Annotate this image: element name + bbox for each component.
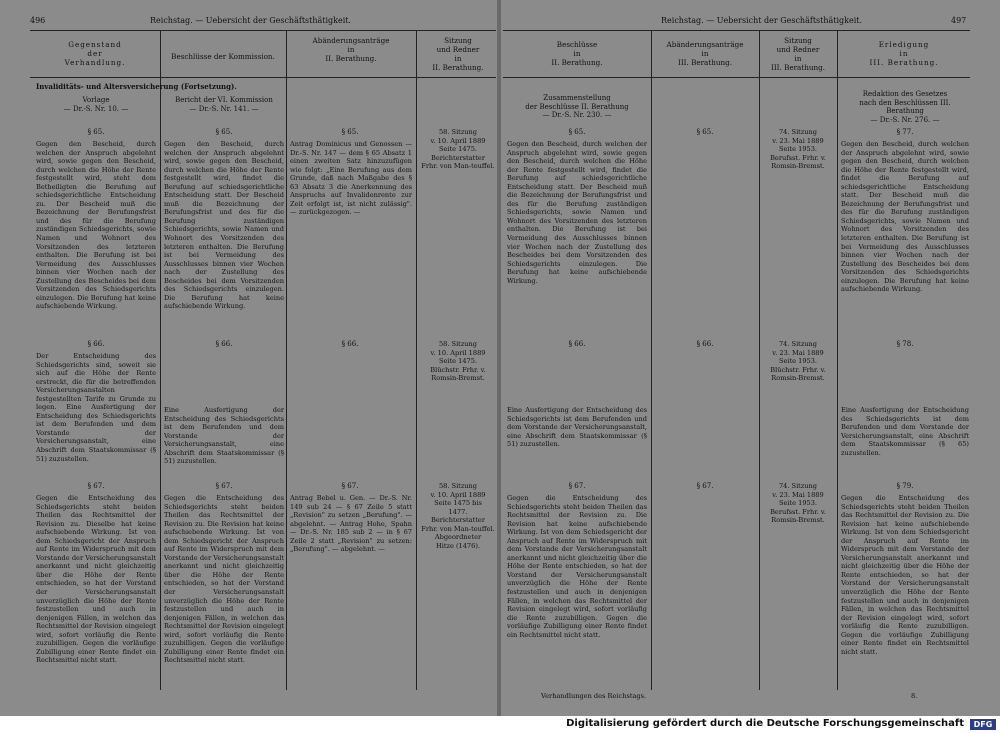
sitzung-67: 58. Sitzung v. 10. April 1889 Seite 1475 bis 1477. Berichterstatter Frhr. von Man-teuffel. Abgeordneter Hitze (1476). — [421, 482, 495, 550]
footer-credit: Digitalisierung gefördert durch die Deutsche Forschungsgemeinschaft — [566, 718, 964, 729]
right-page-number: 497 — [951, 16, 967, 25]
topic-title: Invaliditäts- und Altersversicherung (Fortsetzung). — [36, 83, 237, 91]
dfg-logo-icon: DFG — [970, 719, 996, 730]
red-text-78: Eine Ausfertigung der Entscheidung des Schiedsgerichts ist dem Berufenden und dem Vorstande der Versicherungsanstalt, eine Abschrift dem Staatskommissar (§ 65) zuzustellen. — [841, 406, 969, 457]
col-head-antraege-ii: Abänderungsanträge in II. Berathung. — [312, 36, 390, 63]
right-running-head: Reichstag. — Uebersicht der Geschäftsthätigkeit. — [661, 16, 863, 25]
zus-section-66: § 66. — [568, 340, 586, 348]
bericht-section-66: § 66. — [215, 340, 233, 348]
antrag-iii-section-67: § 67. — [696, 482, 714, 490]
vorlage-section-67: § 67. — [87, 482, 105, 490]
bericht-text-65: Gegen den Bescheid, durch welchen der Anspruch abgelehnt wird, sowie gegen den Bescheid, durch welchen die Höhe der Rente festgestellt wird, findet die Berufung auf schiedsgerichtliche Entscheidung statt. Der Bescheid muß die Bezeichnung der Berufungsfrist und des für die Berufung zuständigen Schiedsgerichts, sowie Namen und Wohnort des Vorsitzenden des letzteren enthalten. Die Berufung ist bei Vermeidung des Ausschlusses binnen vier Wochen nach der Zustellung des Bescheides bei dem Vorsitzenden des Schiedsgerichts einzulegen. Die Berufung hat keine aufschiebende Wirkung. — [164, 140, 284, 311]
zus-text-67: Gegen die Entscheidung des Schiedsgerichts steht beiden Theilen das Rechtsmittel der Revision zu. Die Revision hat keine aufschiebende Wirkung. Ist von dem Schiedsgericht der Anspruch auf Rente im Widerspruch mit dem Vorstande der Versicherungsanstalt anerkannt und nicht gleichzeitig über die Höhe der Rente entschieden, so hat der Vorstand der Versicherungsanstalt unverzüglich die Höhe der Rente festzustellen und auch in denjenigen Fällen, in welchen das Rechtsmittel der Revision eingelegt wird, sofort vorläufig die Rente zuzubilligen. Gegen die vorläufige Zubilligung einer Rente findet ein Rechtsmittel nicht statt. — [507, 494, 647, 639]
antrag-iii-section-66: § 66. — [696, 340, 714, 348]
col-head-sitzung-ii: Sitzung und Redner in II. Berathung. — [432, 36, 484, 72]
sitzung-iii-67: 74. Sitzung v. 23. Mai 1889 Seite 1953. Berufsst. Frhr. v. Romsin-Bremst. — [770, 482, 826, 525]
sitzung-66: 58. Sitzung v. 10. April 1889 Seite 1475. Blüchstr. Frhr. v. Romsin-Bremst. — [430, 340, 486, 383]
antrag-section-65: § 65. — [341, 128, 359, 136]
left-running-head: Reichstag. — Uebersicht der Geschäftsthätigkeit. — [150, 16, 352, 25]
antrag-section-66: § 66. — [341, 340, 359, 348]
vorlage-text-66: Der Entscheidung des Schiedsgerichts sind, soweit sie sich auf die Höhe der Rente erstreckt, die für die betreffenden Versicherungsanstalten festgestellten Tarife zu Grunde zu legen. Eine Ausfertigung der Entscheidung des Schiedsgerichts ist dem Berufenden und dem Vorstande der Versicherungsanstalt, eine Abschrift dem Staatskommissar (§ 51) zuzustellen. — [36, 352, 156, 463]
redaktion-title: Redaktion des Gesetzes nach den Beschlüssen III. Berathung — Dr.-S. Nr. 276. — — [859, 90, 951, 124]
red-section-79: § 79. — [896, 482, 914, 490]
col-head-beschluesse-kommission: Beschlüsse der Kommission. — [171, 52, 275, 61]
right-page — [501, 0, 1000, 716]
footer-bar — [0, 716, 1000, 733]
red-text-77: Gegen den Bescheid, durch welchen der Anspruch abgelehnt wird, sowie gegen den Bescheid, durch welchen die Höhe der Rente festgestellt wird, findet die Berufung auf schiedsgerichtliche Entscheidung statt. Der Bescheid muß die Bezeichnung der Berufungsfrist und des für die Berufung zuständigen Schiedsgerichts, sowie Namen und Wohnort des Vorsitzenden des letzteren enthalten. Die Berufung ist bei Vermeidung des Ausschlusses binnen vier Wochen nach der Zustellung des Bescheides bei dem Vorsitzenden des Schiedsgerichts einzulegen. Die Berufung hat keine aufschiebende Wirkung. — [841, 140, 969, 294]
vorlage-text-65: Gegen den Bescheid, durch welchen der Anspruch abgelehnt wird, sowie gegen den Bescheid, durch welchen die Höhe der Rente festgestellt wird, steht dem Betheiligten die Berufung auf schiedsgerichtliche Entscheidung zu. Der Bescheid muß die Bezeichnung der Berufungsfrist und des für die Berufung zuständigen Schiedsgerichts, sowie Namen und Wohnort des Vorsitzenden des letzteren enthalten. Die Berufung ist bei Vermeidung des Ausschlusses binnen vier Wochen nach der Zustellung des Bescheides bei dem Vorsitzenden des Schiedsgerichts einzulegen. Die Berufung hat keine aufschiebende Wirkung. — [36, 140, 156, 311]
left-page-number: 496 — [30, 16, 46, 25]
zus-text-65: Gegen den Bescheid, durch welchen der Anspruch abgelehnt wird, sowie gegen den Bescheid, durch welchen die Höhe der Rente festgestellt wird, findet die Berufung auf schiedsgerichtliche Entscheidung statt. Der Bescheid muß die Bezeichnung der Berufungsfrist und des für die Berufung zuständigen Schiedsgerichts, sowie Namen und Wohnort des Vorsitzenden des letzteren enthalten. Die Berufung ist bei Vermeidung des Ausschlusses binnen vier Wochen nach der Zustellung des Bescheides bei dem Vorsitzenden des Schiedsgerichts einzulegen. Die Berufung hat keine aufschiebende Wirkung. — [507, 140, 647, 285]
antrag-text-65: Antrag Dominicus und Genossen — Dr.-S. Nr. 147 — dem § 65 Absatz 1 einen zweiten Satz hinzuzufügen wie folgt: „Eine Berufung aus dem Grunde, daß nach Maßgabe des § 63 Absatz 3 die Anerkennung des Anspruchs auf Invalidenrente zur Zeit erfolgt ist, ist nicht zulässig". — zurückgezogen. — — [290, 140, 412, 217]
col-head-erledigung-iii: Erledigung in III. Berathung. — [869, 40, 939, 67]
antrag-text-67: Antrag Bebel u. Gen. — Dr.-S. Nr. 149 sub 24 — § 67 Zeile 5 statt „Revision" zu setzen „Berufung". — abgelehnt. — Antrag Hohe, Spahn — Dr.-S. Nr. 185 sub 2 — in § 67 Zeile 2 statt „Revision" zu setzen: „Berufung". — abgelehnt. — — [290, 494, 412, 554]
vorlage-title: Vorlage — Dr.-S. Nr. 10. — — [63, 96, 129, 113]
zus-section-65: § 65. — [568, 128, 586, 136]
bericht-title: Bericht der VI. Kommission — Dr.-S. Nr. 141. — — [175, 96, 273, 113]
signature-mark: 8. — [911, 692, 918, 700]
zus-text-66: Eine Ausfertigung der Entscheidung des Schiedsgerichts ist dem Berufenden und dem Vorstande der Versicherungsanstalt, eine Abschrift dem Staatskommissar (§ 51) zuzustellen. — [507, 406, 647, 449]
sitzung-iii-65: 74. Sitzung v. 23. Mai 1889 Seite 1953. Berufsst. Frhr. v. Romsin-Bremst. — [770, 128, 826, 171]
col-head-beschluesse-ii: Beschlüsse in II. Berathung. — [551, 40, 603, 67]
left-page — [0, 0, 499, 716]
antrag-iii-section-65: § 65. — [696, 128, 714, 136]
bericht-section-67: § 67. — [215, 482, 233, 490]
zusammenstellung-title: Zusammenstellung der Beschlüsse II. Berathung — Dr.-S. Nr. 230. — — [525, 94, 629, 120]
vorlage-section-66: § 66. — [87, 340, 105, 348]
zus-section-67: § 67. — [568, 482, 586, 490]
col-head-sitzung-iii: Sitzung und Redner in III. Berathung. — [770, 36, 825, 72]
sitzung-65: 58. Sitzung v. 10. April 1889 Seite 1475. Berichterstatter Frhr. von Man-teuffel. — [421, 128, 495, 171]
bottom-note: Verhandlungen des Reichstags. — [541, 692, 647, 700]
vorlage-section-65: § 65. — [87, 128, 105, 136]
sitzung-iii-66: 74. Sitzung v. 23. Mai 1889 Seite 1953. Blüchstr. Frhr. v. Romsin-Bremst. — [770, 340, 826, 383]
bericht-text-66: Eine Ausfertigung der Entscheidung des Schiedsgerichts ist dem Berufenden und dem Vorstande der Versicherungsanstalt, eine Abschrift dem Staatskommissar (§ 51) zuzustellen. — [164, 406, 284, 466]
vorlage-text-67: Gegen die Entscheidung des Schiedsgerichts steht beiden Theilen das Rechtsmittel der Revision zu. Dieselbe hat keine aufschiebende Wirkung. Ist von dem Schiedsgericht der Anspruch auf Rente im Widerspruch mit dem Vorstande der Versicherungsanstalt anerkannt und nicht gleichzeitig über die Höhe der Rente entschieden, so hat der Vorstand der Versicherungsanstalt unverzüglich die Höhe der Rente festzustellen und auch in denjenigen Fällen, in welchen das Rechtsmittel der Revision eingelegt wird, sofort vorläufig die Rente zuzubilligen. Gegen die vorläufige Zubilligung einer Rente findet ein Rechtsmittel nicht statt. — [36, 494, 156, 665]
red-text-79: Gegen die Entscheidung des Schiedsgerichts steht beiden Theilen das Rechtsmittel der Revision zu. Die Revision hat keine aufschiebende Wirkung. Ist von dem Schiedsgericht der Anspruch auf Rente im Widerspruch mit dem Vorstande der Versicherungsanstalt anerkannt und nicht gleichzeitig über die Höhe der Rente entschieden, so hat der Vorstand der Versicherungsanstalt unverzüglich die Höhe der Rente festzustellen und auch in denjenigen Fällen, in welchen das Rechtsmittel der Revision eingelegt wird, sofort vorläufig die Rente zuzubilligen. Gegen die vorläufige Zubilligung einer Rente findet ein Rechtsmittel nicht statt. — [841, 494, 969, 656]
bericht-section-65: § 65. — [215, 128, 233, 136]
col-head-antraege-iii: Abänderungsanträge in III. Berathung. — [666, 40, 744, 67]
red-section-77: § 77. — [896, 128, 914, 136]
red-section-78: § 78. — [896, 340, 914, 348]
antrag-section-67: § 67. — [341, 482, 359, 490]
col-head-gegenstand: Gegenstand der Verhandlung. — [64, 40, 126, 67]
bericht-text-67: Gegen die Entscheidung des Schiedsgerichts steht beiden Theilen das Rechtsmittel der Revision zu. Die Revision hat keine aufschiebende Wirkung. Ist von dem Schiedsgericht der Anspruch auf Rente im Widerspruch mit dem Vorstande der Versicherungsanstalt anerkannt und nicht gleichzeitig über die Höhe der Rente entschieden, so hat der Vorstand der Versicherungsanstalt unverzüglich die Höhe der Rente festzustellen und auch in denjenigen Fällen, in welchen das Rechtsmittel der Revision eingelegt wird, sofort vorläufig die Rente zuzubilligen. Gegen die vorläufige Zubilligung einer Rente findet ein Rechtsmittel nicht statt. — [164, 494, 284, 665]
